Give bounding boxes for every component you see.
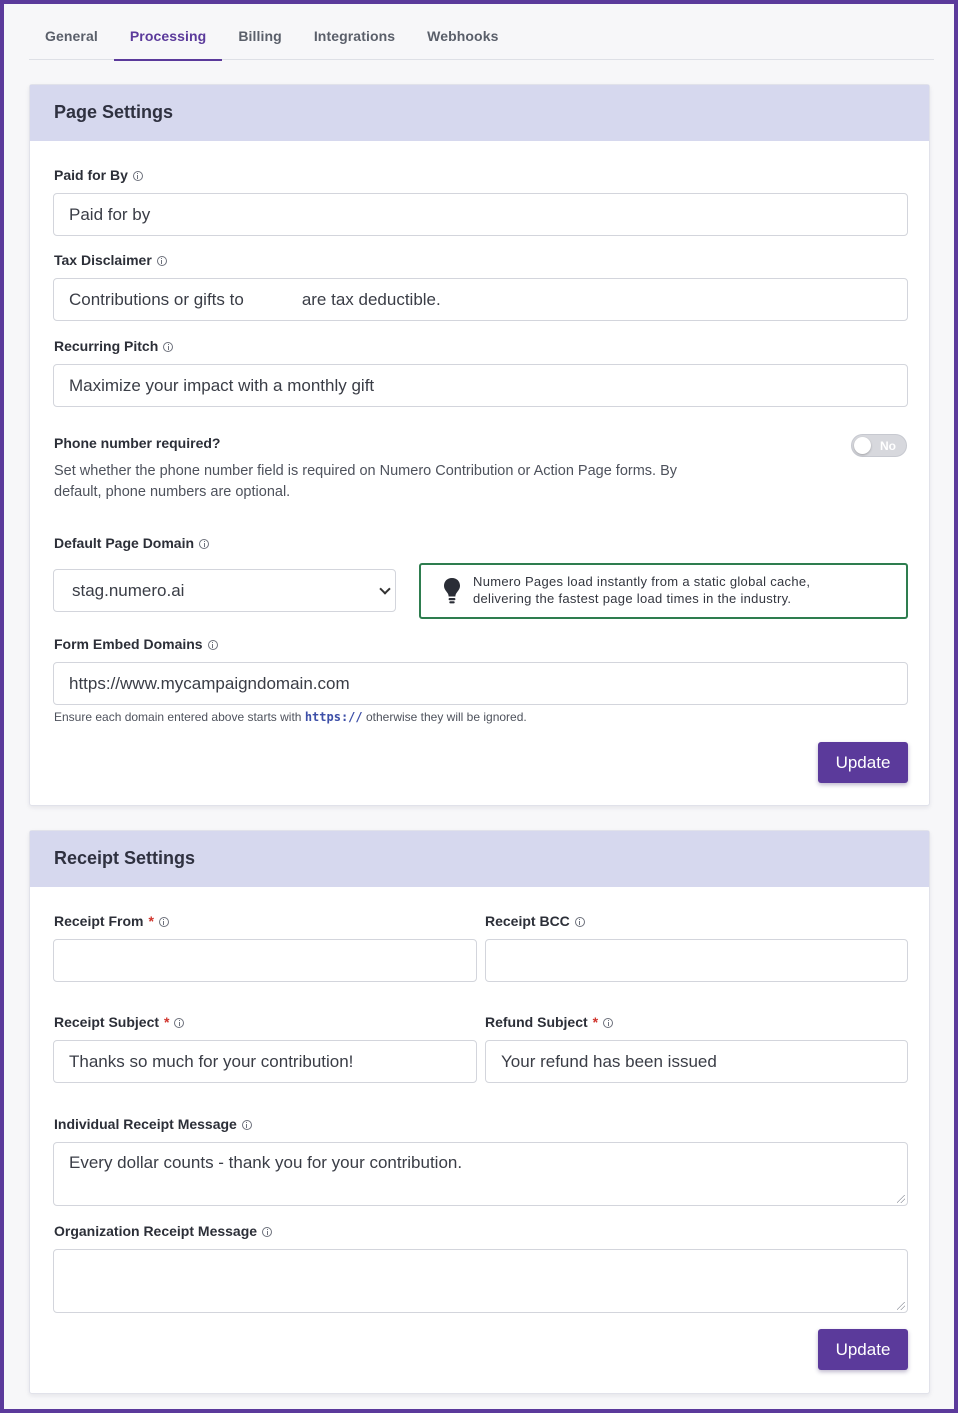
individual-message-value: Every dollar counts - thank you for your contribution. <box>69 1153 463 1172</box>
note-after: otherwise they will be ignored. <box>365 710 527 724</box>
receipt-settings-card <box>29 830 930 1394</box>
recurring-pitch-label-text: Recurring Pitch <box>54 338 159 354</box>
receipt-from-label-text: Receipt From <box>54 913 144 929</box>
info-icon <box>157 256 167 266</box>
paid-for-by-value: Paid for by <box>69 204 151 224</box>
page-settings-update-button[interactable]: Update <box>818 742 908 783</box>
info-icon <box>603 1018 613 1028</box>
tax-disclaimer-prefix: Contributions or gifts to <box>69 289 244 309</box>
required-mark: * <box>164 1014 170 1030</box>
recurring-pitch-value: Maximize your impact with a monthly gift <box>69 375 375 395</box>
refund-subject-value: Your refund has been issued <box>501 1051 717 1071</box>
receipt-subject-label-text: Receipt Subject <box>54 1014 160 1030</box>
required-mark: * <box>148 913 154 929</box>
info-icon <box>262 1227 272 1237</box>
resize-handle-icon[interactable] <box>897 1195 905 1203</box>
performance-callout <box>419 563 908 619</box>
form-embed-label <box>54 636 218 652</box>
tax-disclaimer-label <box>54 252 167 268</box>
note-code: https:// <box>304 710 363 724</box>
receipt-settings-title: Receipt Settings <box>30 831 929 887</box>
receipt-subject-value: Thanks so much for your contribution! <box>69 1051 354 1071</box>
tab-general[interactable]: General <box>45 28 98 44</box>
phone-required-toggle[interactable] <box>851 434 907 457</box>
receipt-bcc-input[interactable] <box>485 939 908 982</box>
recurring-pitch-input[interactable] <box>53 364 908 407</box>
form-embed-label-text: Form Embed Domains <box>54 636 203 652</box>
receipt-from-label <box>54 913 169 929</box>
page-settings-title: Page Settings <box>30 85 929 141</box>
receipt-subject-input[interactable] <box>53 1040 477 1083</box>
form-embed-note <box>54 710 527 724</box>
tax-disclaimer-input[interactable] <box>53 278 908 321</box>
lightbulb-icon <box>443 577 461 605</box>
default-domain-value: stag.numero.ai <box>72 580 185 600</box>
recurring-pitch-label <box>54 338 173 354</box>
page-settings-card <box>29 84 930 806</box>
organization-message-label-text: Organization Receipt Message <box>54 1223 258 1239</box>
receipt-subject-label <box>54 1014 184 1030</box>
default-domain-label-text: Default Page Domain <box>54 535 195 551</box>
tab-webhooks[interactable]: Webhooks <box>427 28 499 44</box>
individual-message-label-text: Individual Receipt Message <box>54 1116 237 1132</box>
info-icon <box>163 342 173 352</box>
receipt-from-input[interactable] <box>53 939 477 982</box>
individual-message-label <box>54 1116 252 1132</box>
required-mark: * <box>592 1014 599 1030</box>
tax-disclaimer-label-text: Tax Disclaimer <box>54 252 152 268</box>
info-icon <box>575 917 585 927</box>
settings-tabs <box>29 4 934 60</box>
info-icon <box>133 171 143 181</box>
refund-subject-label-text: Refund Subject <box>485 1014 588 1030</box>
chevron-down-icon <box>379 583 390 594</box>
form-embed-value: https://www.mycampaigndomain.com <box>69 673 350 693</box>
receipt-settings-update-button[interactable]: Update <box>818 1329 908 1370</box>
tax-disclaimer-suffix: are tax deductible. <box>301 289 441 309</box>
individual-message-textarea[interactable] <box>53 1142 908 1206</box>
info-icon <box>174 1018 184 1028</box>
paid-for-by-input[interactable] <box>53 193 908 236</box>
info-icon <box>199 539 209 549</box>
form-embed-input[interactable] <box>53 662 908 705</box>
tab-processing[interactable]: Processing <box>114 4 222 60</box>
refund-subject-input[interactable] <box>485 1040 908 1083</box>
refund-subject-label <box>485 1014 613 1030</box>
paid-for-by-label <box>54 167 143 183</box>
tab-integrations[interactable]: Integrations <box>313 28 396 44</box>
toggle-knob <box>854 437 871 454</box>
callout-text: Numero Pages load instantly from a static global cache, delivering the fastest page load times in the industry. <box>473 574 811 606</box>
organization-message-label <box>54 1223 272 1239</box>
phone-required-label: Phone number required? <box>54 435 221 451</box>
receipt-bcc-label <box>485 913 585 929</box>
paid-for-by-label-text: Paid for By <box>54 167 128 183</box>
note-before: Ensure each domain entered above starts with <box>54 710 302 724</box>
info-icon <box>159 917 169 927</box>
info-icon <box>242 1120 252 1130</box>
resize-handle-icon[interactable] <box>897 1302 905 1310</box>
default-domain-label <box>54 535 209 551</box>
info-icon <box>208 640 218 650</box>
default-domain-select[interactable] <box>53 569 396 612</box>
tab-billing[interactable]: Billing <box>238 28 282 44</box>
receipt-bcc-label-text: Receipt BCC <box>485 913 570 929</box>
phone-required-help: Set whether the phone number field is required on Numero Contribution or Action Page forms. By default, phone numbers are optional. <box>54 463 678 500</box>
toggle-label: No <box>880 439 896 453</box>
organization-message-textarea[interactable] <box>53 1249 908 1313</box>
